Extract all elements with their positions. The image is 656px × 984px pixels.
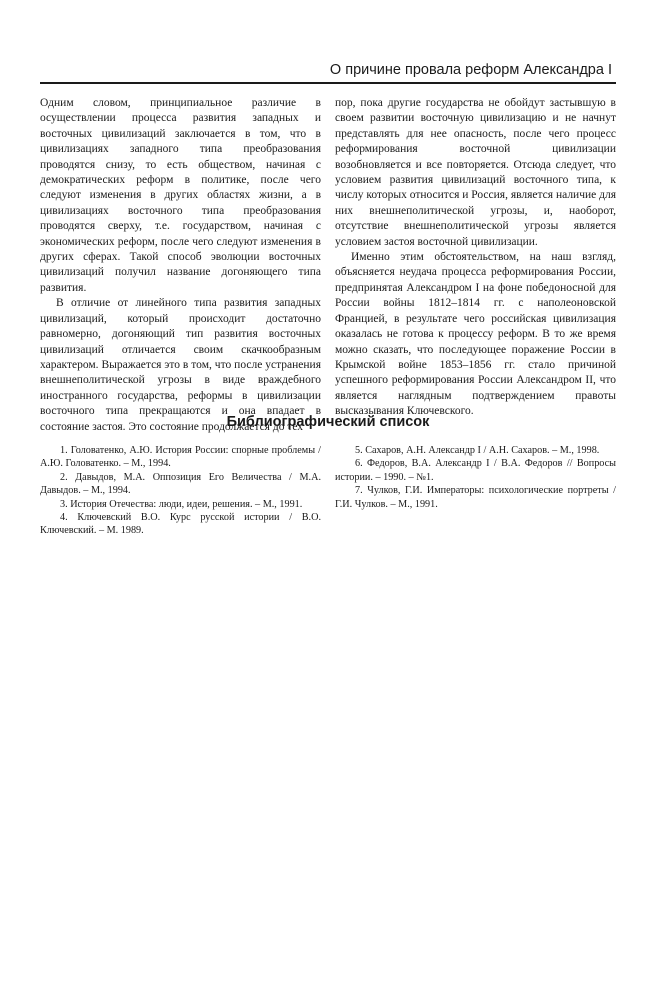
reference-item: 2. Давыдов, М.А. Оппозиция Его Величества / М.А. Давыдов. – М., 1994. (40, 471, 321, 497)
reference-item: 4. Ключевский В.О. Курс русской истории / В.О. Ключевский. – М. 1989. (40, 512, 321, 537)
bibliography-list (40, 444, 616, 538)
paragraph: пор, пока другие государства не обойдут застывшую в своем развитии восточную цивилизацию и не начнут представлять для нее опасность, после чего процесс реформирования восточной цивилизации возобновляется и все повторяется. Отсюда следует, что условием развития цивилизаций восточного типа, к числу которых относится и Россия, является наличие для них внешнеполитической угрозы, и, наоборот, отсутствие внешнеполитической угрозы является условием застоя восточной цивилизации. (335, 97, 617, 248)
bibliography-column-right (335, 444, 616, 538)
reference-item: 1. Головатенко, А.Ю. История России: спорные проблемы / А.Ю. Головатенко. – М., 1994. (40, 445, 321, 470)
reference-item: 7. Чулков, Г.И. Императоры: психологические портреты / Г.И. Чулков. – М., 1991. (335, 485, 616, 510)
reference-item: 6. Федоров, В.А. Александр I / В.А. Федоров // Вопросы истории. – 1990. – №1. (335, 458, 616, 483)
running-header (40, 58, 616, 84)
reference-item: 5. Сахаров, А.Н. Александр I / А.Н. Сахаров. – М., 1998. (355, 445, 600, 456)
reference-item: 3. История Отечества: люди, идеи, решения. – М., 1991. (60, 498, 303, 510)
bibliography-heading: Библиографический список (226, 414, 430, 430)
running-title: О причине провала реформ Александра I (329, 62, 612, 78)
paragraph: Одним словом, принципиальное различие в осуществлении процесса развития западных и восточных цивилизаций заключается в том, что в цивилизациях западного типа преобразования проводятся снизу, то есть обществом, начиная с демократических реформ в политике, после чего следуют изменения в других областях жизни, а в цивилизациях восточного типа преобразования проводятся сверху, т.е. государством, начиная с экономических реформ, после чего следуют изменения в других сферах. Такой способ эволюции восточных цивилизаций получил название догоняющего типа развития. (40, 97, 321, 294)
body-column-right (335, 96, 616, 435)
paragraph: Именно этим обстоятельством, на наш взгляд, объясняется неудача процесса реформирования России, предпринятая Александром I на фоне победоносной для России войны 1812–1814 гг. с наполеоновской Францией, в результате чего российская цивилизация оказалась не готова к процессу реформ. В то же время можно сказать, что последующее поражение России в Крымской войне 1853–1856 гг. стало причиной успешного реформирования России Александром II, что является наглядным подтверждением правоты высказывания Ключевского. (335, 251, 616, 418)
bibliography-column-left (40, 444, 321, 538)
body-column-left (40, 96, 321, 435)
paragraph: В отличие от линейного типа развития западных цивилизаций, который происходит достаточно равномерно, догоняющий тип развития восточных цивилизаций отличается своим скачкообразным характером. Выражается это в том, что после устранения внешнеполитической угрозы в виде враждебного иностранного государства, реформы в цивилизации восточного типа прекращаются и она впадает в состояние застоя. Это состояние продолжается до тех (40, 297, 321, 433)
article-body (40, 96, 616, 435)
